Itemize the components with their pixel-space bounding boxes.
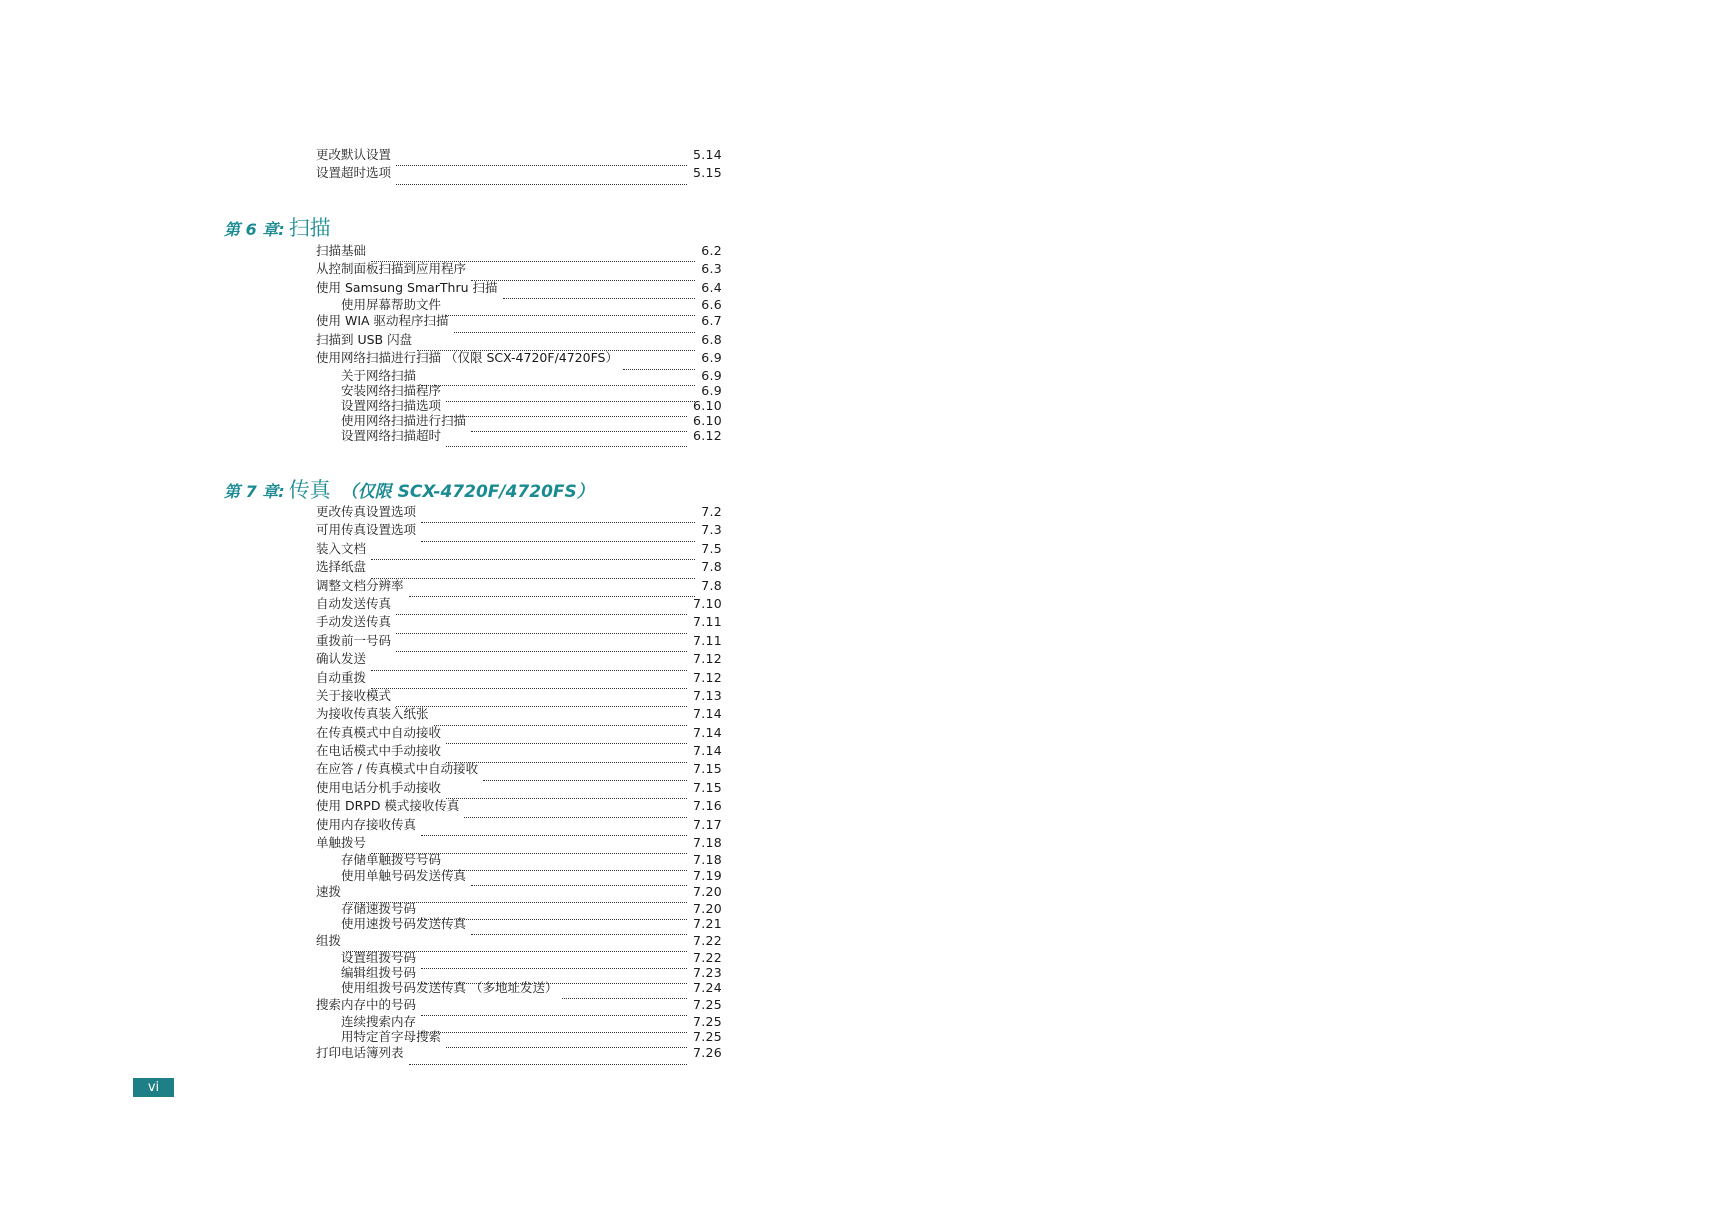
toc-entry[interactable] [316,383,722,398]
toc-entry-page-number: 7.15 [692,761,722,777]
toc-entry[interactable] [316,577,722,595]
toc-entry-page-number: 7.11 [692,614,722,630]
toc-entry-page-number: 6.6 [701,297,722,313]
toc-entry-label: 设置网络扫描超时 [341,428,442,444]
toc-entry[interactable] [316,950,722,965]
toc-entry-page-number: 7.22 [692,949,722,965]
toc-entry-page-number: 7.2 [701,504,722,519]
chapter-7-title: 传真 [288,478,331,502]
toc-entry[interactable] [316,724,722,742]
toc-entry-page-number: 6.4 [701,279,722,295]
toc-entry-page-number: 7.25 [692,996,722,1012]
toc-entry-label: 确认发送 [316,651,367,667]
toc-entry-page-number: 7.12 [692,651,722,667]
toc-entry-page-number: 7.23 [692,965,722,981]
toc-entry[interactable] [316,965,722,980]
toc-entry[interactable] [316,883,722,901]
toc-entry-page-number: 6.9 [701,367,722,383]
toc-entry-label: 单触拨号 [316,835,367,851]
toc-entry-label: 扫描到 USB 闪盘 [316,331,413,347]
toc-entry[interactable] [316,331,722,349]
toc-entry-label: 关于接收模式 [316,687,392,703]
toc-entry[interactable] [316,540,722,558]
toc-entry[interactable] [316,779,722,797]
toc-entry-page-number: 7.19 [692,867,722,883]
toc-entry-page-number: 6.10 [692,397,722,413]
toc-entry[interactable] [316,797,722,815]
toc-entry-page-number: 7.8 [701,577,722,593]
chapter-7-number: 第 7 章: [224,482,285,501]
toc-entry-page-number: 6.12 [692,428,722,444]
chapter-7-heading [224,474,594,504]
toc-entry-page-number: 7.3 [701,522,722,538]
toc-entry-label: 更改默认设置 [316,147,392,162]
toc-entry[interactable] [316,816,722,834]
toc-entry-label: 扫描基础 [316,243,367,258]
toc-entry[interactable] [316,650,722,668]
toc-entry-label: 打印电话簿列表 [316,1045,404,1061]
toc-entry[interactable] [316,146,722,164]
toc-entry-page-number: 7.15 [692,779,722,795]
toc-entry-label: 使用组拨号码发送传真 （多地址发送） [341,980,558,996]
toc-entry[interactable] [316,242,722,260]
toc-entry-label: 更改传真设置选项 [316,504,417,519]
toc-entry[interactable] [316,632,722,650]
toc-entry[interactable] [316,521,722,539]
toc-entry-label: 在电话模式中手动接收 [316,743,442,759]
toc-entry[interactable] [316,742,722,760]
chapter-6-title: 扫描 [288,216,331,240]
toc-entry[interactable] [316,368,722,383]
toc-entry-label: 搜索内存中的号码 [316,996,417,1012]
toc-entry-label: 使用网络扫描进行扫描 （仅限 SCX-4720F/4720FS） [316,350,618,366]
toc-chapter-7-block [316,503,722,1063]
toc-entry[interactable] [316,916,722,931]
toc-entry[interactable] [316,1014,722,1029]
toc-entry-page-number: 7.8 [701,559,722,575]
toc-entry[interactable] [316,398,722,413]
toc-entry-page-number: 7.16 [692,798,722,814]
toc-entry-page-number: 7.20 [692,883,722,899]
toc-entry-label: 调整文档分辨率 [316,577,404,593]
toc-entry-label: 关于网络扫描 [341,367,417,383]
toc-entry-label: 用特定首字母搜索 [341,1029,442,1045]
toc-entry[interactable] [316,901,722,916]
toc-entry-page-number: 5.15 [692,165,722,181]
toc-entry[interactable] [316,996,722,1014]
chapter-7-subtitle: （仅限 SCX-4720F/4720FS） [340,482,594,502]
toc-entry-label: 编辑组拨号码 [341,965,417,981]
toc-entry-page-number: 7.21 [692,916,722,932]
toc-entry[interactable] [316,297,722,312]
toc-entry-label: 自动发送传真 [316,595,392,611]
toc-entry[interactable] [316,980,722,995]
toc-entry[interactable] [316,558,722,576]
toc-entry-label: 使用 WIA 驱动程序扫描 [316,313,449,329]
toc-entry-page-number: 7.14 [692,743,722,759]
toc-entry-page-number: 7.12 [692,669,722,685]
toc-entry-label: 使用网络扫描进行扫描 [341,413,467,429]
toc-entry[interactable] [316,852,722,867]
toc-entry[interactable] [316,669,722,687]
toc-entry-page-number: 5.14 [692,147,722,162]
toc-entry-page-number: 7.25 [692,1029,722,1045]
toc-entry-label: 设置组拨号码 [341,949,417,965]
toc-entry-page-number: 7.10 [692,595,722,611]
toc-entry[interactable] [316,932,722,950]
toc-entry[interactable] [316,834,722,852]
toc-entry-label: 手动发送传真 [316,614,392,630]
toc-entry-page-number: 6.2 [701,243,722,258]
toc-entry[interactable] [316,349,722,367]
toc-entry-label: 连续搜索内存 [341,1013,417,1029]
toc-entry-label: 自动重拨 [316,669,367,685]
toc-entry-label: 使用 DRPD 模式接收传真 [316,798,460,814]
toc-entry[interactable] [316,413,722,428]
toc-entry[interactable] [316,279,722,297]
toc-entry-label: 使用速拨号码发送传真 [341,916,467,932]
toc-entry-page-number: 7.22 [692,932,722,948]
toc-entry[interactable] [316,595,722,613]
toc-entry-label: 安装网络扫描程序 [341,382,442,398]
toc-entry-label: 使用电话分机手动接收 [316,779,442,795]
toc-entry-label: 在应答 / 传真模式中自动接收 [316,761,479,777]
toc-entry[interactable] [316,705,722,723]
dot-leader [409,1051,687,1065]
toc-entry-page-number: 6.3 [701,261,722,277]
toc-entry-label: 组拨 [316,932,342,948]
toc-entry-label: 从控制面板扫描到应用程序 [316,261,467,277]
toc-top-block [316,146,722,183]
toc-entry-page-number: 6.7 [701,313,722,329]
toc-entry[interactable] [316,1029,722,1044]
chapter-6-heading [224,212,331,242]
toc-entry-label: 装入文档 [316,540,367,556]
toc-entry-page-number: 7.11 [692,632,722,648]
toc-entry[interactable] [316,428,722,443]
toc-entry-page-number: 7.25 [692,1013,722,1029]
toc-entry[interactable] [316,312,722,330]
toc-entry-label: 选择纸盘 [316,559,367,575]
toc-entry-label: 使用单触号码发送传真 [341,867,467,883]
toc-entry-label: 使用内存接收传真 [316,816,417,832]
toc-entry-page-number: 7.14 [692,706,722,722]
dot-leader [446,434,687,448]
toc-entry-label: 存储单触拨号号码 [341,852,442,868]
toc-entry-label: 存储速拨号码 [341,901,417,917]
toc-entry-page-number: 7.5 [701,540,722,556]
chapter-6-number: 第 6 章: [224,220,285,239]
toc-entry[interactable] [316,868,722,883]
toc-entry-label: 设置网络扫描选项 [341,397,442,413]
toc-entry-page-number: 7.17 [692,816,722,832]
toc-entry-page-number: 6.8 [701,331,722,347]
toc-chapter-6-block [316,242,722,443]
toc-entry-label: 设置超时选项 [316,165,392,181]
toc-entry-page-number: 7.13 [692,687,722,703]
toc-entry-page-number: 6.10 [692,413,722,429]
dot-leader [396,171,687,185]
toc-entry-label: 使用屏幕帮助文件 [341,297,442,313]
toc-entry[interactable] [316,1044,722,1062]
toc-entry[interactable] [316,613,722,631]
toc-entry[interactable] [316,260,722,278]
toc-entry-label: 速拨 [316,883,342,899]
toc-entry[interactable] [316,164,722,182]
toc-entry-label: 在传真模式中自动接收 [316,724,442,740]
toc-entry-page-number: 7.18 [692,835,722,851]
toc-entry-label: 使用 Samsung SmarThru 扫描 [316,279,498,295]
toc-entry[interactable] [316,760,722,778]
toc-entry-label: 为接收传真装入纸张 [316,706,429,722]
toc-entry-label: 重拨前一号码 [316,632,392,648]
toc-entry-label: 可用传真设置选项 [316,522,417,538]
toc-entry[interactable] [316,687,722,705]
toc-entry-page-number: 6.9 [701,350,722,366]
toc-entry-page-number: 7.26 [692,1045,722,1061]
toc-entry-page-number: 7.20 [692,901,722,917]
toc-entry[interactable] [316,503,722,521]
page-number-badge: vi [133,1078,174,1097]
toc-entry-page-number: 6.9 [701,382,722,398]
toc-entry-page-number: 7.24 [692,980,722,996]
toc-entry-page-number: 7.14 [692,724,722,740]
toc-entry-page-number: 7.18 [692,852,722,868]
